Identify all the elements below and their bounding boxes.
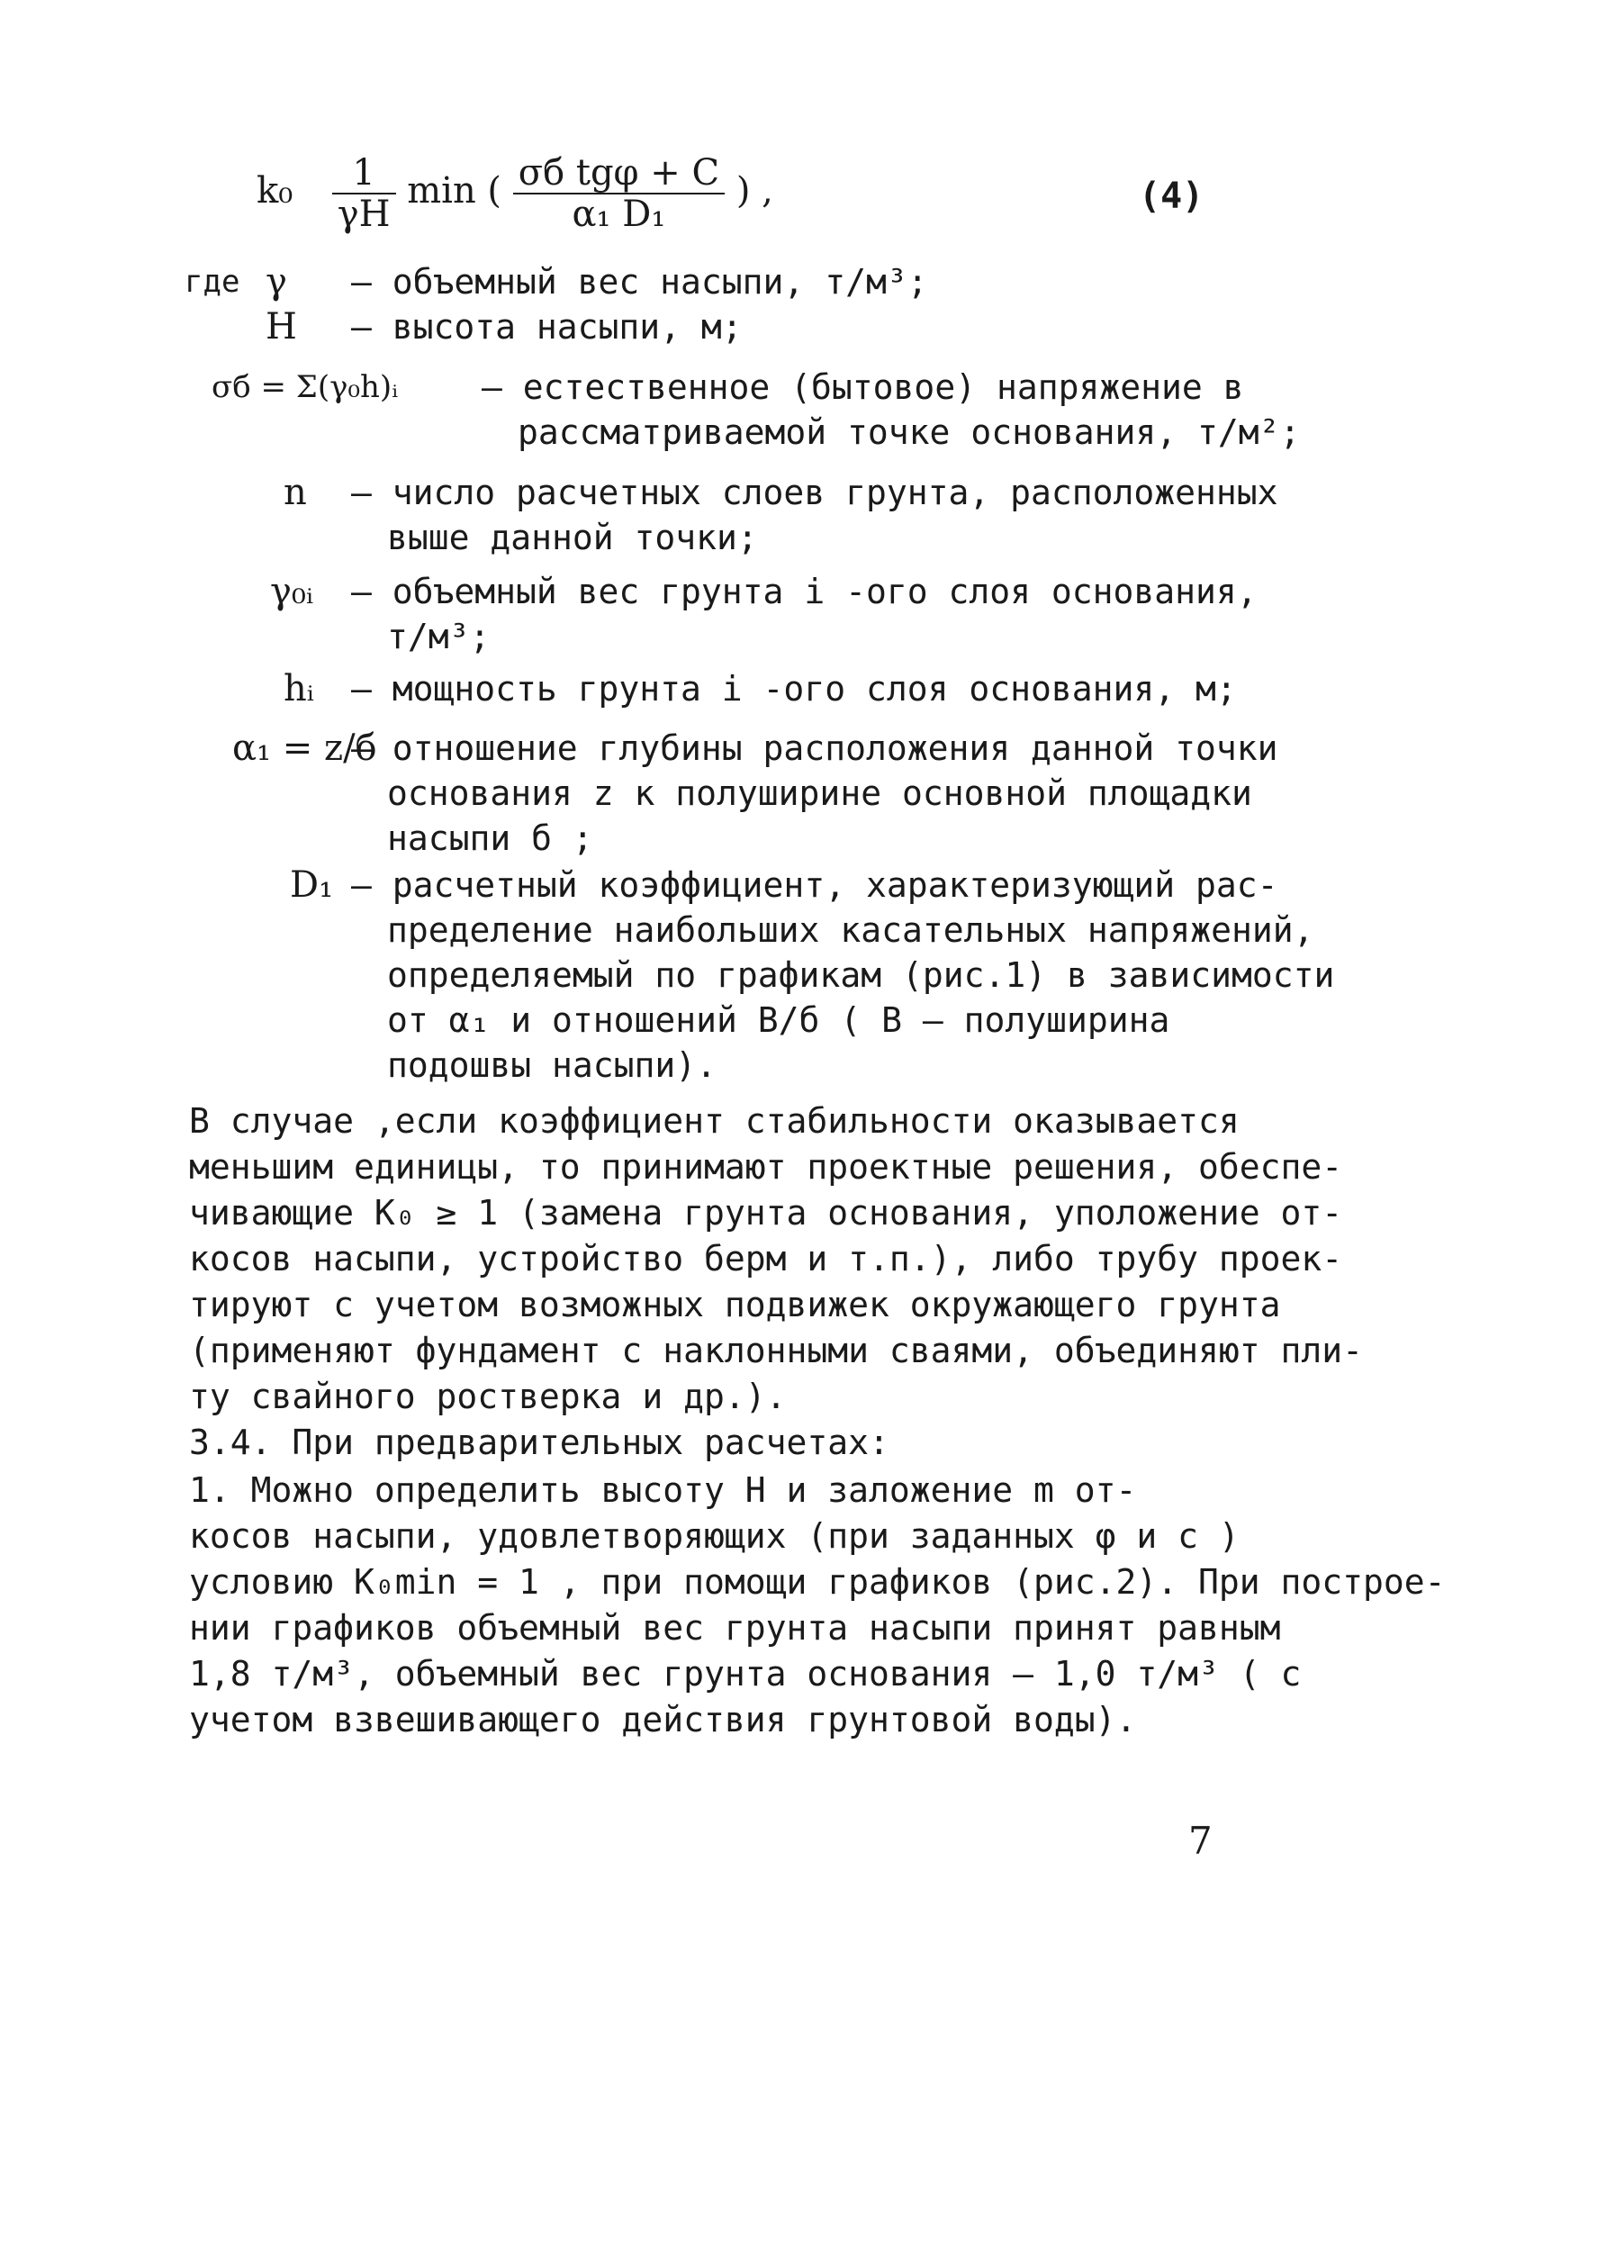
formula-fraction-1 — [332, 153, 396, 234]
definition-text-height: – высота насыпи, м; — [351, 307, 743, 347]
paragraph-line: косов насыпи, удовлетворяющих (при заданных φ и c ) — [189, 1516, 1240, 1556]
paragraph-line: косов насыпи, устройство берм и т.п.), либо трубу проек- — [189, 1239, 1343, 1279]
paragraph-line: меньшим единицы, то принимают проектные решения, обеспе- — [189, 1147, 1343, 1187]
formula-fraction-2-denominator: α₁ D₁ — [572, 194, 666, 235]
definition-text-d1-4: от α₁ и отношений B/б ( B – полуширина — [387, 1000, 1170, 1040]
definition-text-alpha1-3: насыпи б ; — [387, 818, 593, 858]
definition-text-d1-2: пределение наибольших касательных напряжений, — [387, 910, 1314, 950]
formula-min: min ( — [407, 170, 502, 212]
paragraph-line: 3.4. При предварительных расчетах: — [189, 1423, 889, 1462]
definition-text-alpha1-1: – отношение глубины расположения данной точки — [351, 728, 1278, 768]
paragraph-preliminary — [189, 1468, 1446, 1743]
formula-k0: k₀ — [257, 170, 293, 212]
paragraph-line: учетом взвешивающего действия грунтовой воды). — [189, 1700, 1137, 1739]
definition-prefix: где — [185, 264, 240, 300]
definition-symbol-height: H — [266, 306, 297, 348]
definition-text-d1-5: подошвы насыпи). — [387, 1045, 717, 1085]
definition-symbol-hi: hᵢ — [284, 668, 314, 709]
paragraph-line: чивающие K₀ ≥ 1 (замена грунта основания, уположение от- — [189, 1193, 1343, 1233]
definition-symbol-gamma: γ — [266, 261, 287, 303]
definition-text-n-1: – число расчетных слоев грунта, расположенных — [351, 473, 1278, 512]
formula-fraction-2-numerator: σб tgφ + C — [513, 153, 725, 194]
formula-fraction-2 — [513, 153, 725, 234]
paragraph-line: 1,8 т/м³, объемный вес грунта основания – 1,0 т/м³ ( с — [189, 1654, 1302, 1694]
definition-text-gamma: – объемный вес насыпи, т/м³; — [351, 262, 928, 302]
definition-text-alpha1-2: основания z к полуширине основной площадки — [387, 773, 1252, 813]
definition-text-gamma0i-2: т/м³; — [387, 617, 491, 656]
definition-text-d1-3: определяемый по графикам (рис.1) в зависимости — [387, 955, 1335, 995]
definition-text-d1-1: – расчетный коэффициент, характеризующий рас- — [351, 865, 1278, 905]
paragraph-line: (применяют фундамент с наклонными сваями, объединяют пли- — [189, 1331, 1364, 1370]
section-heading-3-4 — [189, 1420, 1242, 1466]
definition-symbol-alpha1: α₁ = z/б — [232, 727, 377, 769]
formula-fraction-1-denominator: γH — [337, 194, 391, 235]
definition-text-gamma0i-1: – объемный вес грунта i -ого слоя основания, — [351, 572, 1258, 611]
paragraph-line: нии графиков объемный вес грунта насыпи принят равным — [189, 1608, 1281, 1648]
paragraph-stability — [189, 1098, 1364, 1420]
equation-number: (4) — [1139, 176, 1204, 217]
definition-symbol-d1: D₁ — [290, 864, 334, 906]
paragraph-line: В случае ,если коэффициент стабильности оказывается — [189, 1101, 1240, 1141]
paragraph-line: тируют с учетом возможных подвижек окружающего грунта — [189, 1285, 1281, 1324]
definition-symbol-sigma: σб = Σ(γ₀h)ᵢ — [212, 369, 399, 405]
formula-4 — [257, 153, 773, 234]
page-number: 7 — [1188, 1819, 1213, 1863]
definition-symbol-gamma0i: γ₀ᵢ — [270, 571, 313, 612]
definition-symbol-n: n — [284, 472, 307, 513]
paragraph-line: условию K₀min = 1 , при помощи графиков (рис.2). При построе- — [189, 1562, 1446, 1602]
definition-text-sigma-2: рассматриваемой точке основания, т/м²; — [518, 412, 1301, 452]
paragraph-line: 1. Можно определить высоту H и заложение m от- — [189, 1470, 1137, 1510]
definition-text-sigma-1: – естественное (бытовое) напряжение в — [482, 367, 1244, 407]
formula-fraction-1-numerator: 1 — [332, 153, 396, 194]
formula-close: ) , — [735, 170, 773, 212]
definition-text-n-2: выше данной точки; — [387, 518, 758, 557]
paragraph-line: ту свайного ростверка и др.). — [189, 1377, 787, 1416]
definition-text-hi: – мощность грунта i -ого слоя основания, м; — [351, 669, 1237, 709]
